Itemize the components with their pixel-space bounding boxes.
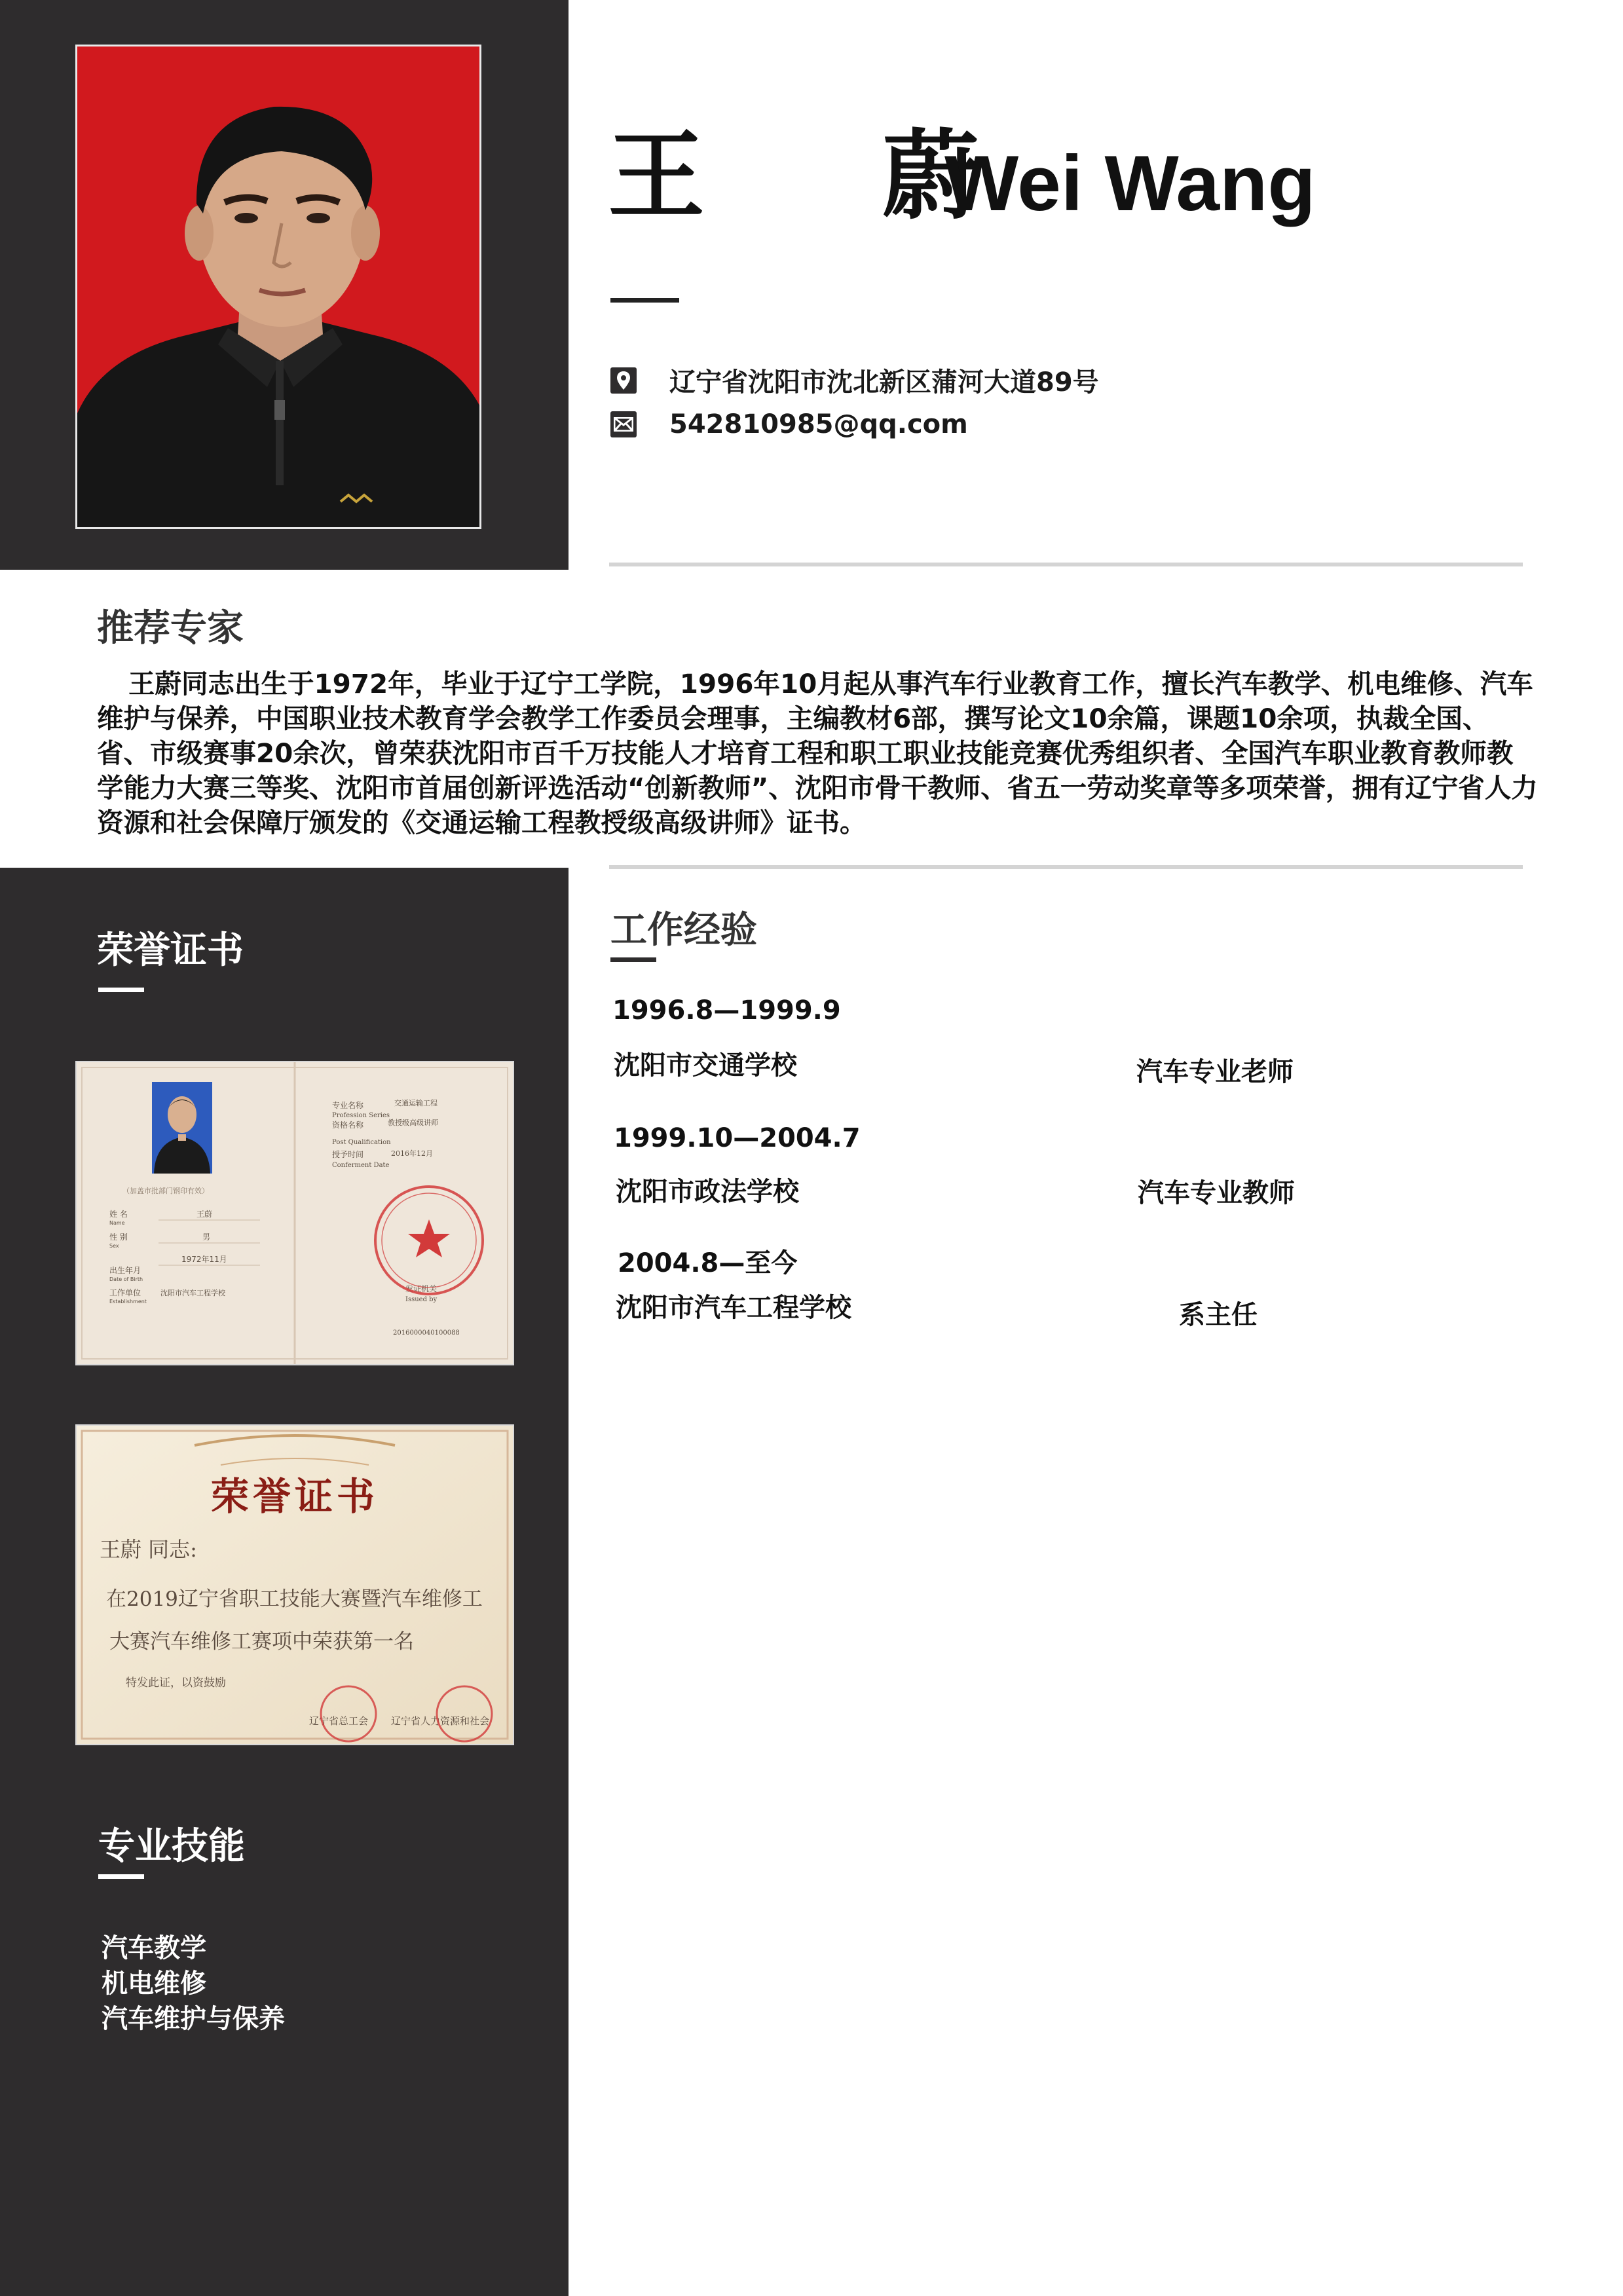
cert1-name-label: 姓 名 <box>109 1210 128 1219</box>
cert1-unit-label-en: Establishment <box>109 1299 147 1305</box>
envelope-icon <box>610 411 637 437</box>
cert1-qual-label-en: Post Qualification <box>332 1139 391 1146</box>
portrait-illustration <box>77 46 481 529</box>
cert1-date-label: 授予时间 <box>332 1150 364 1159</box>
cert2-line4: 特发此证，以资鼓励 <box>126 1676 226 1690</box>
cert1-issuer-label: 发证机关 <box>405 1284 438 1293</box>
section-title-skills: 专业技能 <box>98 1825 245 1868</box>
cert1-unit: 沈阳市汽车工程学校 <box>160 1289 225 1297</box>
cert1-major-label: 专业名称 <box>332 1101 364 1110</box>
cert1-stamp-note: （加盖市批部门钢印有效） <box>122 1187 209 1195</box>
job-role: 系主任 <box>1179 1300 1258 1330</box>
section-title-work: 工作经验 <box>610 909 757 952</box>
cert1-dob-label: 出生年月 <box>109 1266 141 1275</box>
address-text: 辽宁省沈阳市沈北新区蒲河大道89号 <box>669 367 1099 398</box>
skill-item: 汽车维护与保养 <box>102 2004 285 2034</box>
job-role: 汽车专业老师 <box>1136 1057 1294 1087</box>
cert1-sex: 男 <box>202 1232 211 1242</box>
job-period: 1996.8—1999.9 <box>612 995 841 1026</box>
cert1-dob: 1972年11月 <box>181 1255 227 1264</box>
cert1-major-label-en: Profession Series <box>332 1112 390 1119</box>
cert1-qual: 教授级高级讲师 <box>388 1119 438 1127</box>
cert2-seal2: 辽宁省人力资源和社会 <box>391 1715 490 1727</box>
cert2-line1: 王蔚 同志: <box>100 1537 197 1562</box>
qualification-certificate-drawing <box>77 1062 513 1364</box>
divider-middle <box>609 865 1523 869</box>
cert1-date: 2016年12月 <box>391 1149 433 1158</box>
job-period: 2004.8—至今 <box>618 1248 798 1278</box>
cert1-sex-label: 性 别 <box>109 1232 128 1242</box>
qualification-certificate-image <box>75 1061 514 1365</box>
honor-certificate-image <box>75 1424 514 1745</box>
cert1-qual-label: 资格名称 <box>332 1120 364 1130</box>
job-org: 沈阳市交通学校 <box>614 1050 797 1081</box>
section-title-recommend: 推荐专家 <box>97 607 244 650</box>
bio-paragraph: 王蔚同志出生于1972年，毕业于辽宁工学院，1996年10月起从事汽车行业教育工作，擅长汽车教学、机电维修、汽车维护与保养，中国职业技术教育学会教学工作委员会理事，主编教材6部，撰写论文10余篇，课题10余项，执裁全国、省、市级赛事20余次，曾荣获沈阳市百千万技能人才培育工程和职工职业技能竞赛优秀组织者、全国汽车职业教育教师教学能力大赛三等奖、沈阳市首届创新评选活动“创新教师”、沈阳市骨干教师、省五一劳动奖章等多项荣誉，拥有辽宁省人力资源和社会保障厅颁发的《交通运输工程教授级高级讲师》证书。 <box>97 668 1538 838</box>
name-chinese: 王 蔚 <box>608 120 1052 232</box>
skills-list <box>102 1931 285 2037</box>
honor-certificate-drawing <box>77 1426 513 1744</box>
skills-underline <box>98 1874 144 1879</box>
cert1-major: 交通运输工程 <box>394 1099 438 1107</box>
section-title-honors: 荣誉证书 <box>97 929 244 972</box>
job-org: 沈阳市政法学校 <box>616 1177 799 1207</box>
name-english: Wei Wang <box>944 139 1316 227</box>
email-text[interactable]: 542810985@qq.com <box>669 409 968 439</box>
address-row <box>610 361 1099 399</box>
job-org: 沈阳市汽车工程学校 <box>616 1293 851 1323</box>
location-pin-icon <box>610 367 637 394</box>
cert1-issuer-label-en: Issued by <box>405 1296 438 1303</box>
email-row <box>610 409 968 439</box>
cert2-seal1: 辽宁省总工会 <box>309 1715 369 1727</box>
cert1-name: 王蔚 <box>196 1210 213 1219</box>
cert1-name-label-en: Name <box>109 1220 125 1226</box>
work-underline <box>610 957 656 962</box>
job-role: 汽车专业教师 <box>1138 1178 1295 1208</box>
cert1-sex-label-en: Sex <box>109 1243 119 1249</box>
cert1-dob-label-en: Date of Birth <box>109 1276 143 1282</box>
cert1-date-label-en: Conferment Date <box>332 1162 390 1169</box>
cert1-unit-label: 工作单位 <box>109 1288 141 1297</box>
cert2-heading: 荣誉证书 <box>210 1474 379 1519</box>
cert2-line2: 在2019辽宁省职工技能大赛暨汽车维修工 <box>106 1587 483 1611</box>
skill-item: 汽车教学 <box>102 1933 206 1963</box>
skill-item: 机电维修 <box>102 1969 206 1999</box>
honors-underline <box>98 988 144 992</box>
cert1-serial: 2016000040100088 <box>393 1329 460 1337</box>
name-divider <box>610 298 679 303</box>
cert2-line3: 大赛汽车维修工赛项中荣获第一名 <box>109 1630 414 1654</box>
portrait-photo <box>75 45 481 529</box>
job-period: 1999.10—2004.7 <box>614 1123 861 1153</box>
divider-top <box>609 563 1523 566</box>
